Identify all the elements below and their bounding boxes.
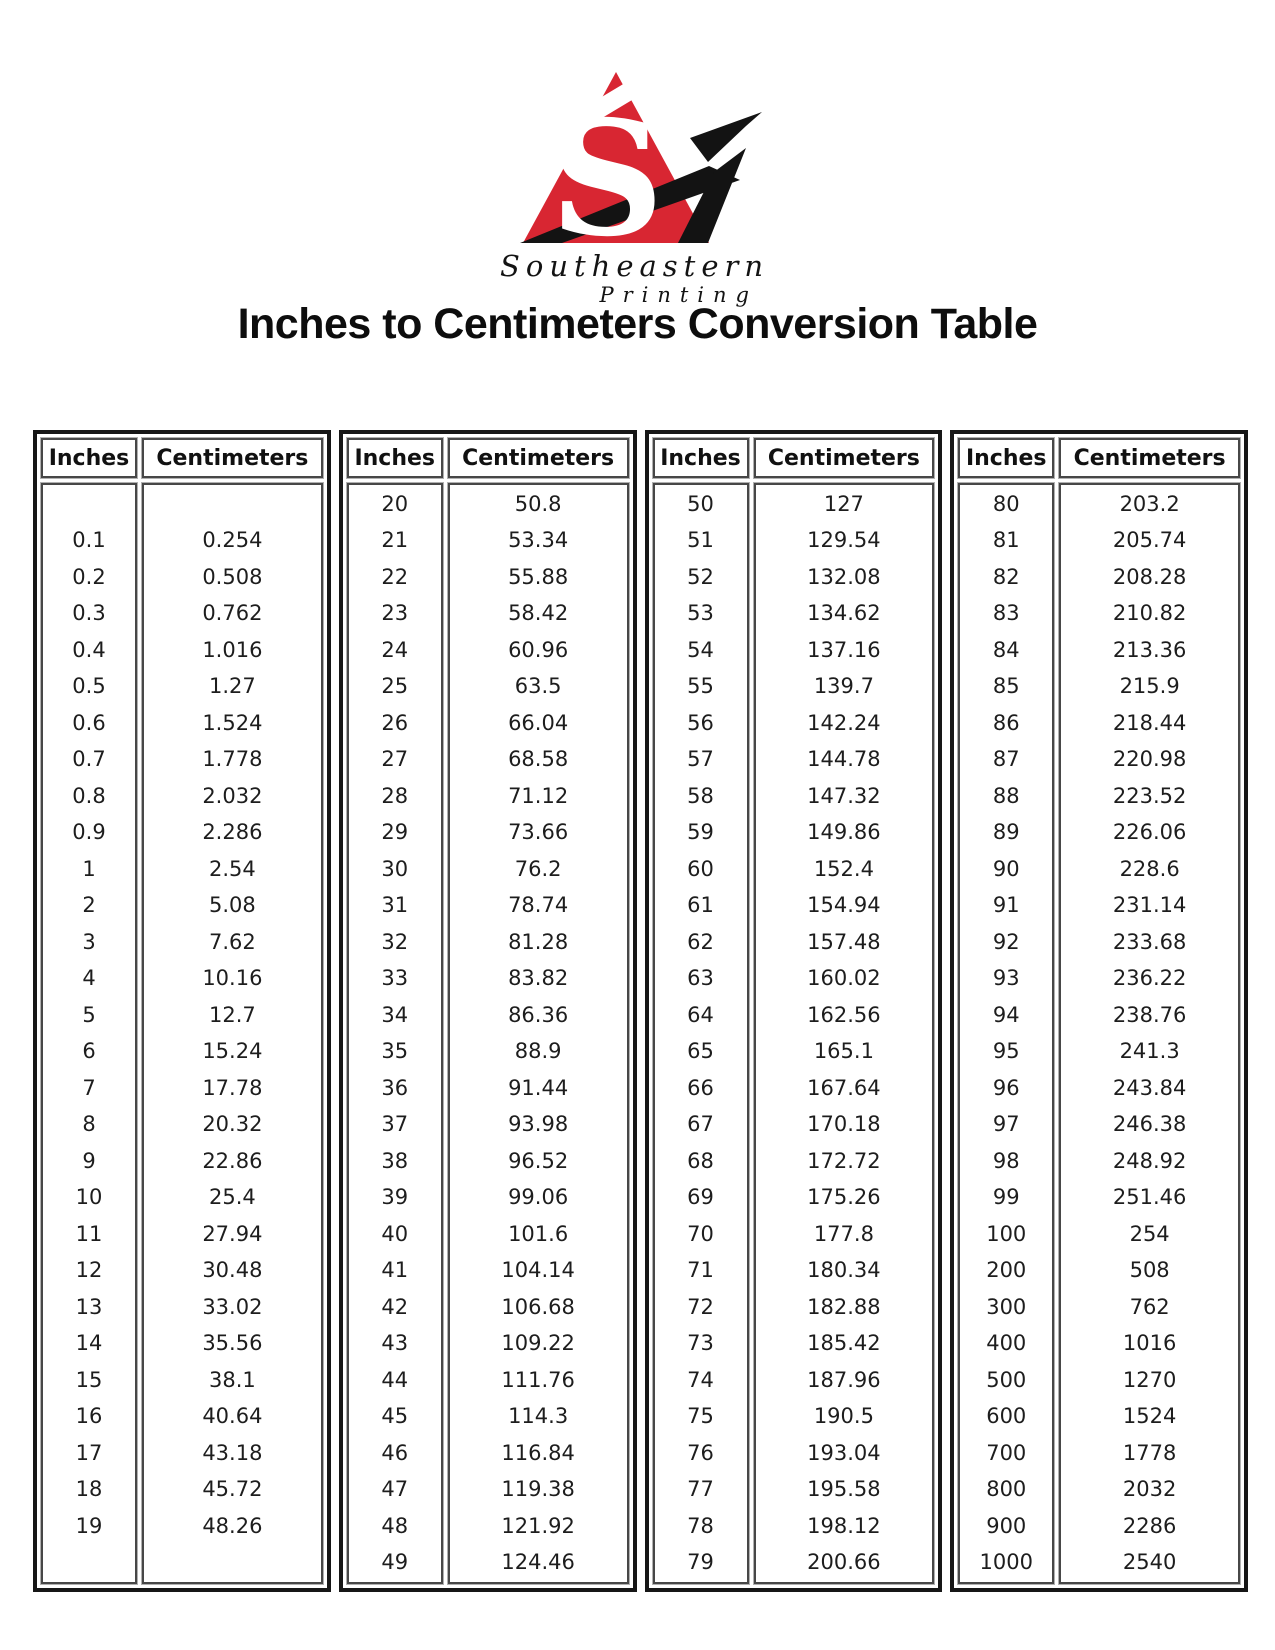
- centimeters-value: 63.5: [514, 674, 562, 699]
- inches-value: 85: [992, 674, 1020, 699]
- centimeters-value: 177.8: [813, 1221, 874, 1246]
- inches-value: 0.5: [72, 674, 106, 699]
- inches-value: 61: [687, 893, 714, 918]
- inches-header: Inches: [347, 438, 443, 478]
- inches-value: 0.3: [72, 601, 106, 626]
- inches-value: 79: [687, 1550, 714, 1575]
- centimeters-value: 172.72: [807, 1148, 881, 1173]
- centimeters-value: 152.4: [813, 856, 874, 881]
- inches-value: 48: [381, 1513, 409, 1538]
- inches-value: 65: [687, 1039, 714, 1064]
- centimeters-value: 142.24: [807, 710, 881, 735]
- centimeters-value: 5.08: [208, 893, 256, 918]
- inches-value: 15: [75, 1367, 103, 1392]
- centimeters-value: 0.508: [202, 564, 263, 589]
- table-group-3: [645, 430, 943, 1592]
- inches-value: 200: [986, 1258, 1027, 1283]
- centimeters-value: 190.5: [813, 1404, 874, 1429]
- centimeters-value: [144, 1545, 321, 1582]
- inches-value: 60: [687, 856, 714, 881]
- centimeters-value: 1.016: [202, 637, 263, 662]
- centimeters-value: 2540: [1122, 1550, 1177, 1575]
- inches-value: 300: [986, 1294, 1027, 1319]
- centimeters-value: 68.58: [508, 747, 569, 772]
- centimeters-value: 25.4: [208, 1185, 256, 1210]
- header-row: [347, 438, 629, 478]
- centimeters-value: 233.68: [1112, 929, 1187, 954]
- inches-value: 72: [687, 1294, 714, 1319]
- centimeters-value: 246.38: [1112, 1112, 1187, 1137]
- inches-value: 99: [992, 1185, 1020, 1210]
- centimeters-value: 248.92: [1112, 1148, 1187, 1173]
- inches-value: 20: [381, 491, 409, 516]
- centimeters-value: 132.08: [807, 564, 881, 589]
- inches-value: 40: [381, 1221, 409, 1246]
- inches-value: 29: [381, 820, 409, 845]
- centimeters-value: 243.84: [1112, 1075, 1187, 1100]
- centimeters-value: 99.06: [508, 1185, 569, 1210]
- centimeters-value: 160.02: [807, 966, 881, 991]
- inches-column: [958, 483, 1054, 1584]
- inches-value: 900: [986, 1513, 1027, 1538]
- centimeters-value: 91.44: [508, 1075, 569, 1100]
- centimeters-value: 60.96: [508, 637, 569, 662]
- inches-value: 12: [75, 1258, 103, 1283]
- centimeters-value: 208.28: [1112, 564, 1187, 589]
- centimeters-value: 203.2: [1119, 491, 1180, 516]
- centimeters-value: 2.54: [208, 856, 256, 881]
- centimeters-value: 17.78: [202, 1075, 263, 1100]
- inches-value: 98: [992, 1148, 1020, 1173]
- inches-value: 87: [992, 747, 1020, 772]
- centimeters-value: 93.98: [508, 1112, 569, 1137]
- inches-value: 26: [381, 710, 409, 735]
- inches-value: 100: [986, 1221, 1027, 1246]
- inches-value: 57: [687, 747, 714, 772]
- inches-value: 50: [687, 491, 714, 516]
- inches-value: 30: [381, 856, 409, 881]
- inches-value: 1: [82, 856, 96, 881]
- inches-value: 2: [82, 893, 96, 918]
- inches-value: 9: [82, 1148, 96, 1173]
- centimeters-value: 119.38: [501, 1477, 575, 1502]
- centimeters-value: 144.78: [807, 747, 881, 772]
- centimeters-value: 198.12: [807, 1513, 881, 1538]
- logo-s-letter: S: [549, 87, 665, 248]
- inches-value: 92: [992, 929, 1020, 954]
- inches-value: 400: [986, 1331, 1027, 1356]
- centimeters-value: 175.26: [807, 1185, 881, 1210]
- centimeters-value: 111.76: [501, 1367, 575, 1392]
- inches-value: 63: [687, 966, 714, 991]
- inches-value: 44: [381, 1367, 409, 1392]
- inches-value: 0.4: [72, 637, 106, 662]
- centimeters-value: 40.64: [202, 1404, 263, 1429]
- inches-value: 25: [381, 674, 409, 699]
- inches-value: 5: [82, 1002, 96, 1027]
- inches-value: 11: [75, 1221, 103, 1246]
- centimeters-value: 0.762: [202, 601, 263, 626]
- centimeters-value: 1.27: [208, 674, 256, 699]
- centimeters-value: 210.82: [1112, 601, 1187, 626]
- inches-value: 66: [687, 1075, 714, 1100]
- centimeters-value: 129.54: [807, 528, 881, 553]
- inches-value: 55: [687, 674, 714, 699]
- inches-value: 74: [687, 1367, 714, 1392]
- centimeters-value: 1524: [1122, 1404, 1177, 1429]
- centimeters-value: 127: [823, 491, 864, 516]
- centimeters-value: 134.62: [807, 601, 881, 626]
- centimeters-value: 182.88: [807, 1294, 881, 1319]
- centimeters-value: 2286: [1122, 1513, 1177, 1538]
- centimeters-value: 86.36: [508, 1002, 569, 1027]
- header-row: [653, 438, 935, 478]
- inches-value: 600: [986, 1404, 1027, 1429]
- inches-header: Inches: [653, 438, 749, 478]
- inches-value: 6: [82, 1039, 96, 1064]
- centimeters-value: 139.7: [813, 674, 874, 699]
- centimeters-value: 78.74: [508, 893, 569, 918]
- inches-value: 700: [986, 1440, 1027, 1465]
- centimeters-value: 71.12: [508, 783, 569, 808]
- centimeters-column: [448, 483, 629, 1584]
- inches-value: 97: [992, 1112, 1020, 1137]
- centimeters-value: 1.778: [202, 747, 263, 772]
- inches-value: 7: [82, 1075, 96, 1100]
- centimeters-value: 83.82: [508, 966, 569, 991]
- logo-graphic-icon: [504, 68, 764, 248]
- inches-value: 0.9: [72, 820, 106, 845]
- inches-value: 21: [381, 528, 409, 553]
- inches-value: 67: [687, 1112, 714, 1137]
- inches-value: 1000: [979, 1550, 1033, 1575]
- inches-value: 89: [992, 820, 1020, 845]
- centimeters-value: 162.56: [807, 1002, 881, 1027]
- inches-value: [43, 486, 135, 523]
- inches-value: 80: [992, 491, 1020, 516]
- inches-column: [653, 483, 749, 1584]
- centimeters-header: Centimeters: [448, 438, 629, 478]
- centimeters-value: 1270: [1122, 1367, 1177, 1392]
- centimeters-value: 180.34: [807, 1258, 881, 1283]
- inches-value: 73: [687, 1331, 714, 1356]
- inches-value: 94: [992, 1002, 1020, 1027]
- centimeters-value: 22.86: [202, 1148, 263, 1173]
- inches-value: 58: [687, 783, 714, 808]
- inches-value: 800: [986, 1477, 1027, 1502]
- inches-value: 75: [687, 1404, 714, 1429]
- inches-value: 0.1: [72, 528, 106, 553]
- body-row: [653, 483, 935, 1584]
- inches-value: 0.8: [72, 783, 106, 808]
- inches-value: 22: [381, 564, 409, 589]
- header-row: [41, 438, 323, 478]
- centimeters-column: [1059, 483, 1240, 1584]
- centimeters-value: 15.24: [202, 1039, 263, 1064]
- table-group-2: [339, 430, 637, 1592]
- inches-value: 17: [75, 1440, 103, 1465]
- centimeters-value: 165.1: [813, 1039, 874, 1064]
- centimeters-value: 200.66: [807, 1550, 881, 1575]
- inches-header: Inches: [958, 438, 1054, 478]
- inches-value: 88: [992, 783, 1020, 808]
- inches-value: 500: [986, 1367, 1027, 1392]
- centimeters-value: 157.48: [807, 929, 881, 954]
- body-row: [958, 483, 1240, 1584]
- inches-value: 28: [381, 783, 409, 808]
- centimeters-value: 33.02: [202, 1294, 263, 1319]
- inches-column: [347, 483, 443, 1584]
- centimeters-value: 154.94: [807, 893, 881, 918]
- inches-value: 34: [381, 1002, 409, 1027]
- inches-value: 54: [687, 637, 714, 662]
- centimeters-value: 508: [1129, 1258, 1170, 1283]
- inches-value: 13: [75, 1294, 103, 1319]
- inches-value: 49: [381, 1550, 409, 1575]
- inches-value: 68: [687, 1148, 714, 1173]
- body-row: [41, 483, 323, 1584]
- centimeters-value: 226.06: [1112, 820, 1187, 845]
- inches-value: 76: [687, 1440, 714, 1465]
- inches-header: Inches: [41, 438, 137, 478]
- centimeters-value: 2032: [1122, 1477, 1177, 1502]
- logo-sub-wordmark: Printing: [599, 283, 758, 307]
- centimeters-value: 167.64: [807, 1075, 881, 1100]
- inches-value: 59: [687, 820, 714, 845]
- header-row: [958, 438, 1240, 478]
- inches-value: 43: [381, 1331, 409, 1356]
- centimeters-value: 238.76: [1112, 1002, 1187, 1027]
- centimeters-value: 116.84: [501, 1440, 575, 1465]
- centimeters-value: 114.3: [508, 1404, 569, 1429]
- centimeters-header: Centimeters: [1059, 438, 1240, 478]
- centimeters-value: 101.6: [508, 1221, 569, 1246]
- centimeters-value: 124.46: [501, 1550, 575, 1575]
- inches-value: 53: [687, 601, 714, 626]
- inches-value: 71: [687, 1258, 714, 1283]
- centimeters-value: 1.524: [202, 710, 263, 735]
- inches-value: 51: [687, 528, 714, 553]
- inches-value: 77: [687, 1477, 714, 1502]
- centimeters-value: 0.254: [202, 528, 263, 553]
- centimeters-value: 66.04: [508, 710, 569, 735]
- inches-value: 0.2: [72, 564, 106, 589]
- inches-value: 14: [75, 1331, 103, 1356]
- centimeters-value: 231.14: [1112, 893, 1187, 918]
- centimeters-value: 762: [1129, 1294, 1170, 1319]
- inches-value: 46: [381, 1440, 409, 1465]
- centimeters-value: 27.94: [202, 1221, 263, 1246]
- centimeters-value: 220.98: [1112, 747, 1187, 772]
- centimeters-value: 7.62: [208, 929, 256, 954]
- centimeters-value: 43.18: [202, 1440, 263, 1465]
- centimeters-header: Centimeters: [142, 438, 323, 478]
- centimeters-value: 20.32: [202, 1112, 263, 1137]
- centimeters-value: 149.86: [807, 820, 881, 845]
- inches-value: 64: [687, 1002, 714, 1027]
- centimeters-value: 96.52: [508, 1148, 569, 1173]
- centimeters-value: 38.1: [208, 1367, 256, 1392]
- centimeters-value: 205.74: [1112, 528, 1187, 553]
- inches-value: 52: [687, 564, 714, 589]
- inches-value: 69: [687, 1185, 714, 1210]
- inches-value: 81: [992, 528, 1020, 553]
- inches-value: 47: [381, 1477, 409, 1502]
- logo-flag-shape: [690, 112, 762, 162]
- inches-value: 86: [992, 710, 1020, 735]
- centimeters-value: 1778: [1122, 1440, 1177, 1465]
- centimeters-value: 185.42: [807, 1331, 881, 1356]
- centimeters-value: 218.44: [1112, 710, 1187, 735]
- centimeters-value: 193.04: [807, 1440, 881, 1465]
- centimeters-value: 241.3: [1119, 1039, 1180, 1064]
- centimeters-value: 251.46: [1112, 1185, 1187, 1210]
- centimeters-value: 195.58: [807, 1477, 881, 1502]
- inches-value: 3: [82, 929, 96, 954]
- centimeters-value: 58.42: [508, 601, 569, 626]
- inches-value: 83: [992, 601, 1020, 626]
- inches-value: 23: [381, 601, 409, 626]
- centimeters-value: 1016: [1122, 1331, 1177, 1356]
- inches-value: 56: [687, 710, 714, 735]
- centimeters-value: 45.72: [202, 1477, 263, 1502]
- inches-value: 41: [381, 1258, 409, 1283]
- centimeters-value: 55.88: [508, 564, 569, 589]
- inches-value: 39: [381, 1185, 409, 1210]
- centimeters-value: 76.2: [514, 856, 562, 881]
- centimeters-value: 228.6: [1119, 856, 1180, 881]
- inches-value: 90: [992, 856, 1020, 881]
- inches-value: 10: [75, 1185, 103, 1210]
- centimeters-value: 88.9: [514, 1039, 562, 1064]
- inches-value: 33: [381, 966, 409, 991]
- centimeters-value: 10.16: [202, 966, 263, 991]
- centimeters-column: [142, 483, 323, 1584]
- page-title: Inches to Centimeters Conversion Table: [237, 300, 1038, 348]
- centimeters-value: 147.32: [807, 783, 881, 808]
- inches-value: 62: [687, 929, 714, 954]
- centimeters-column: [754, 483, 935, 1584]
- table-group-1: [33, 430, 331, 1592]
- inches-value: 16: [75, 1404, 103, 1429]
- inches-value: 91: [992, 893, 1020, 918]
- centimeters-value: 215.9: [1119, 674, 1180, 699]
- inches-value: 37: [381, 1112, 409, 1137]
- centimeters-value: 254: [1129, 1221, 1170, 1246]
- centimeters-value: 30.48: [202, 1258, 263, 1283]
- centimeters-value: 35.56: [202, 1331, 263, 1356]
- centimeters-value: 170.18: [807, 1112, 881, 1137]
- inches-value: 4: [82, 966, 96, 991]
- centimeters-value: 50.8: [514, 491, 562, 516]
- inches-value: 27: [381, 747, 409, 772]
- inches-value: 38: [381, 1148, 409, 1173]
- centimeters-value: 2.032: [202, 783, 263, 808]
- inches-value: 31: [381, 893, 409, 918]
- centimeters-value: 187.96: [807, 1367, 881, 1392]
- centimeters-value: 213.36: [1112, 637, 1187, 662]
- centimeters-header: Centimeters: [754, 438, 935, 478]
- inches-value: 78: [687, 1513, 714, 1538]
- centimeters-value: 106.68: [501, 1294, 575, 1319]
- inches-value: 19: [75, 1513, 103, 1538]
- centimeters-value: 137.16: [807, 637, 881, 662]
- inches-value: 95: [992, 1039, 1020, 1064]
- centimeters-value: 2.286: [202, 820, 263, 845]
- centimeters-value: 81.28: [508, 929, 569, 954]
- inches-value: 32: [381, 929, 409, 954]
- centimeters-value: 73.66: [508, 820, 569, 845]
- inches-value: 36: [381, 1075, 409, 1100]
- inches-value: 82: [992, 564, 1020, 589]
- centimeters-value: 104.14: [501, 1258, 575, 1283]
- centimeters-value: 48.26: [202, 1513, 263, 1538]
- inches-value: 35: [381, 1039, 409, 1064]
- inches-value: [43, 1545, 135, 1582]
- centimeters-value: 109.22: [501, 1331, 575, 1356]
- centimeters-value: 53.34: [508, 528, 569, 553]
- inches-value: 70: [687, 1221, 714, 1246]
- inches-value: 0.7: [72, 747, 106, 772]
- inches-column: [41, 483, 137, 1584]
- inches-value: 24: [381, 637, 409, 662]
- body-row: [347, 483, 629, 1584]
- southeastern-logo: [500, 68, 768, 307]
- centimeters-value: [144, 486, 321, 523]
- logo-wordmark: Southeastern: [500, 249, 770, 283]
- conversion-tables: [33, 430, 1248, 1592]
- inches-value: 96: [992, 1075, 1020, 1100]
- table-group-4: [950, 430, 1248, 1592]
- inches-value: 8: [82, 1112, 96, 1137]
- inches-value: 93: [992, 966, 1020, 991]
- centimeters-value: 121.92: [501, 1513, 575, 1538]
- centimeters-value: 223.52: [1112, 783, 1187, 808]
- centimeters-value: 12.7: [208, 1002, 256, 1027]
- inches-value: 0.6: [72, 710, 106, 735]
- inches-value: 42: [381, 1294, 409, 1319]
- inches-value: 45: [381, 1404, 409, 1429]
- inches-value: 84: [992, 637, 1020, 662]
- inches-value: 18: [75, 1477, 103, 1502]
- centimeters-value: 236.22: [1112, 966, 1187, 991]
